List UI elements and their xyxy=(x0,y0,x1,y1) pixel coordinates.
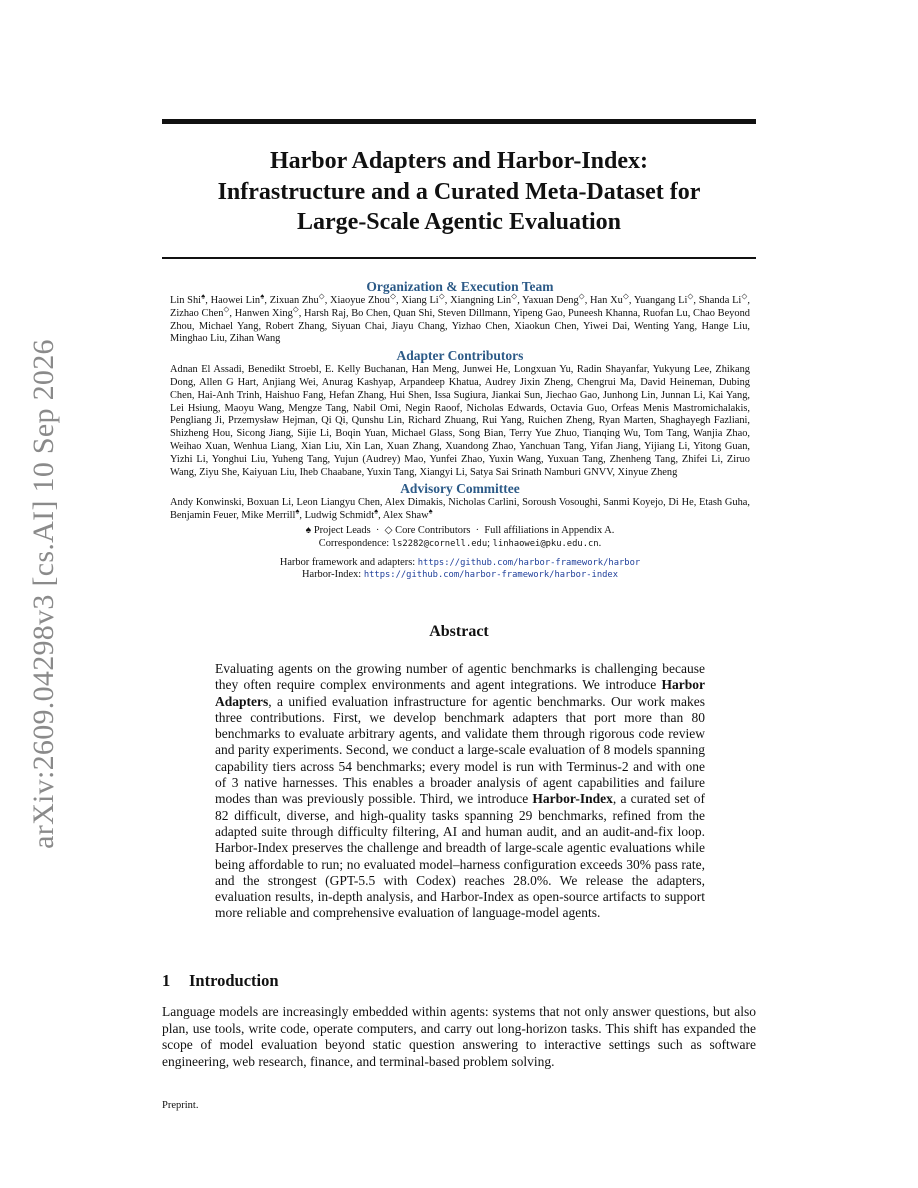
core-mark: ◇ xyxy=(389,291,396,301)
harbor-repo-link[interactable]: https://github.com/harbor-framework/harbor xyxy=(417,557,641,568)
lead-mark: ♠ xyxy=(428,506,433,516)
advisory-committee-heading: Advisory Committee xyxy=(400,481,520,497)
index-link-line: Harbor-Index: https://github.com/harbor-framework/harbor-index xyxy=(301,569,619,581)
title-line: Infrastructure and a Curated Meta-Dataset for xyxy=(217,178,701,205)
core-mark: ◇ xyxy=(292,304,299,314)
core-mark: ◇ xyxy=(687,291,694,301)
title-line: Harbor Adapters and Harbor-Index: xyxy=(269,148,649,174)
adapter-contributors-names: Adnan El Assadi, Benedikt Stroebl, E. Kelly Buchanan, Han Meng, Junwei He, Longxuan Yu, Radin Shayanfar, Yukyung Lee, Zhikang Dong, Allen G Hart, Anjiang Wei, Anurag Kashyap, Arpandeep Khatua, Audrey Jixin Zheng, Chengrui Ma, David Heineman, Dubing Chen, Hai-Anh Trinh, Haishuo Fang, Hefan Zhang, Hui Shen, Issa Sugiura, Jiankai Sun, Jiechao Gao, Junhong Lin, Junnan Li, Kai Yang, Lei Hsiung, Maoyu Wang, Mengze Tang, Nabil Omi, Negin Raoof, Nicholas Edwards, Octavia Guo, Orfeas Menis Mastromichalakis, Pengliang Ji, Przemysław Hejman, Qi Qi, Qunshu Lin, Richard Zhuang, Rui Yang, Ruichen Zheng, Ryan Marten, Shaghayegh Fazliani, Shizheng Hou, Sicong Jiang, Sijie Li, Boqin Yuan, Michael Glass, Song Bian, Terry Yue Zhuo, Tianqing Wu, Tom Tang, Wanjia Zhao, Weihao Xuan, Wenhua Liang, Xian Liu, Xin Lan, Xuan Zhang, Xuandong Zhao, Yanchuan Tang, Yifan Jiang, Yijiang Li, Yitong Guan, Yizhi Li, Yonghui Liu, Yuheng Tang, Yujun (Audrey) Mao, Yunfei Zhao, Yuxin Wang, Yuxuan Tang, Zhenheng Tang, Zhifei Li, Ziruo Wang, Ziyu She, Kaiyuan Liu, Iheb Chaabane, Yuxin Tang, Xiangyi Li, Satya Sai Srinath Namburi GNVV, Xinyue Zheng xyxy=(170,364,750,478)
correspondence-line: Correspondence: ls2282@cornell.edu; linhaowei@pku.edu.cn. xyxy=(318,537,602,549)
org-team-names: Lin Shi♠, Haowei Lin♠, Zixuan Zhu◇, Xiaoyue Zhou◇, Xiang Li◇, Xiangning Lin◇, Yaxuan Deng◇, Han Xu◇, Yuangang Li◇, Shanda Li◇, Zizhao Chen◇, Hanwen Xing◇, Harsh Raj, Bo Chen, Quan Shi, Steven Dillmann, Yipeng Gao, Puneesh Khanna, Ruofan Lu, Chao Beyond Zhou, Michael Yang, Robert Zhang, Siyuan Chai, Jiayu Chang, Yizhao Chen, Xiaokun Chen, Yiwei Dai, Wenting Yang, Hange Liu, Minghao Liu, Zihan Wang xyxy=(170,291,750,345)
preprint-footer: Preprint. xyxy=(162,1100,199,1111)
section-title: Introduction xyxy=(189,971,279,990)
lead-mark: ♠ xyxy=(295,506,300,516)
index-repo-link[interactable]: https://github.com/harbor-framework/harbor-index xyxy=(363,570,619,581)
core-mark: ◇ xyxy=(622,291,629,301)
core-mark: ◇ xyxy=(438,291,445,301)
author-credits xyxy=(170,278,750,582)
lead-mark: ♠ xyxy=(374,506,379,516)
adapter-contributors-heading: Adapter Contributors xyxy=(396,348,524,364)
intro-paragraph: Language models are increasingly embedded within agents: systems that not only answer questions, but also plan, use tools, write code, operate computers, and carry out long-horizon tasks. This shift has expanded the scope of model evaluation beyond static question answering to interactive settings such as software engineering, web research, finance, and terminal-based problem solving. xyxy=(162,1004,756,1069)
lead-mark: ♠ xyxy=(260,291,265,301)
core-mark: ◇ xyxy=(741,291,748,301)
title-rule xyxy=(162,257,756,259)
harbor-link-line: Harbor framework and adapters: https://github.com/harbor-framework/harbor xyxy=(279,556,641,568)
core-mark: ◇ xyxy=(223,304,230,314)
email-link[interactable]: ls2282@cornell.edu xyxy=(391,538,488,549)
core-mark: ◇ xyxy=(511,291,518,301)
paper-title xyxy=(162,146,756,238)
contributor-legend: ♠ Project Leads · ◇ Core Contributors · Full affiliations in Appendix A. xyxy=(305,524,615,536)
abstract-heading: Abstract xyxy=(429,623,489,640)
core-mark: ◇ xyxy=(318,291,325,301)
lead-mark: ♠ xyxy=(305,524,312,536)
advisory-committee-names: Andy Konwinski, Boxuan Li, Leon Liangyu Chen, Alex Dimakis, Nicholas Carlini, Soroush Vosoughi, Sanmi Koyejo, Di He, Etash Guha, Benjamin Feuer, Mike Merrill♠, Ludwig Schmidt♠, Alex Shaw♠ xyxy=(170,497,750,522)
arxiv-identifier: arXiv:2609.04298v3 [cs.AI] 10 Sep 2026 xyxy=(27,338,60,849)
abstract-body: Evaluating agents on the growing number of agentic benchmarks is challenging because they often require complex environments and agent integrations. We introduce Harbor Adapters, a unified evaluation infrastructure for agentic benchmarks. Our work makes three contributions. First, we develop benchmark adapters that port more than 80 benchmarks to evaluate arbitrary agents, and validate them through rigorous code review and parity experiments. Second, we conduct a large-scale evaluation of 8 models spanning capability tiers across 54 benchmarks; every model is run with Terminus-2 and with one of 3 native harnesses. This enables a broader analysis of agent capabilities and failure modes than was previously possible. Third, we introduce Harbor-Index, a curated set of 82 difficult, diverse, and high-quality tasks spanning 29 benchmarks, refined from the adapted suite through difficulty filtering, AI and human audit, and an audit-and-fix loop. Harbor-Index preserves the challenge and breadth of large-scale agentic evaluations while being affordable to run; no evaluated model–harness configuration exceeds 30% pass rate, and the strongest (GPT-5.5 with Codex) reaches 28.0%. We release the adapters, evaluation results, in-depth analysis, and Harbor-Index as open-source artifacts to support more reliable and comprehensive evaluation of language-model agents. xyxy=(215,661,705,921)
org-team-heading: Organization & Execution Team xyxy=(366,279,554,294)
core-mark: ◇ xyxy=(384,524,393,536)
intro-heading xyxy=(162,971,279,991)
core-mark: ◇ xyxy=(578,291,585,301)
email-link[interactable]: linhaowei@pku.edu.cn xyxy=(492,538,599,549)
top-rule xyxy=(162,119,756,124)
title-line: Large-Scale Agentic Evaluation xyxy=(297,209,621,235)
section-number: 1 xyxy=(162,971,171,990)
lead-mark: ♠ xyxy=(201,291,206,301)
